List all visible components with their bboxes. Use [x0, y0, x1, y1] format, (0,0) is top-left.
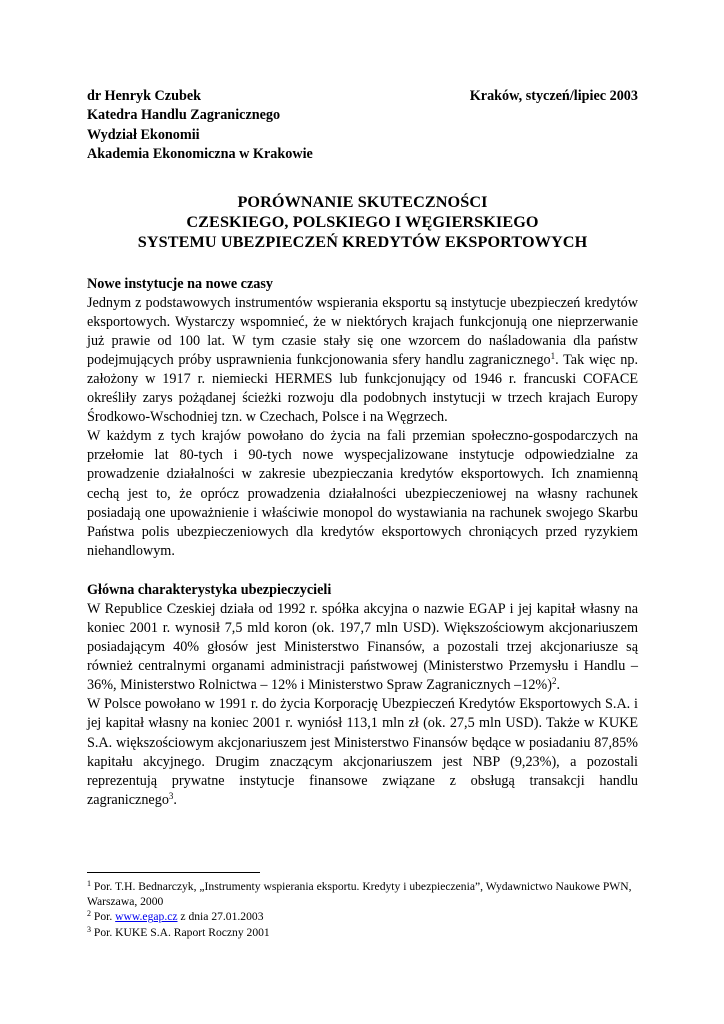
- department: Katedra Handlu Zagranicznego: [87, 107, 281, 124]
- footnote-2: [87, 909, 647, 924]
- footnote-ref-2[interactable]: 2: [551, 676, 557, 687]
- faculty: Wydział Ekonomii: [87, 126, 200, 143]
- paragraph-3-text-b: .: [556, 677, 560, 694]
- author-affiliation: [87, 106, 638, 164]
- footnote-3: [87, 925, 647, 940]
- footnote-2-link[interactable]: www.egap.cz: [115, 910, 178, 924]
- paragraph-1-text-b: . Tak więc np. założony w 1917 r. niemiecki HERMES lub funkcjonujący od 1946 r. francuski COFACE określiły zarys pożądanej ścieżki rozwoju dla podobnych instytucji w trzech krajach Europy Środkowo-Wschodniej tzn. w Czechach, Polsce i na Węgrzech.: [87, 351, 638, 426]
- section-heading-1: Nowe instytucje na nowe czasy: [87, 275, 273, 292]
- footnote-divider: [87, 872, 260, 873]
- paragraph-1-text-a: Jednym z podstawowych instrumentów wspierania eksportu są instytucje ubezpieczeń kredytów eksportowych. Wystarczy wspomnieć, że w niektórych krajach funkcjonują one nieprzerwanie już prawie od 100 lat. W tym czasie stały się one wzorcem do naśladowania dla państw podejmujących próby usprawnienia funkcjonowania sfery handlu zagranicznego: [87, 294, 638, 368]
- title-line-2: CZESKIEGO, POLSKIEGO I WĘGIERSKIEGO: [186, 212, 539, 231]
- paragraph-3-text-a: W Republice Czeskiej działa od 1992 r. spółka akcyjna o nazwie EGAP i jej kapitał własny na koniec 2001 r. wynosił 7,5 mld koron (ok. 197,7 mln USD). Większościowym akcjonariuszem posiadającym 40% głosów jest Ministerstwo Finansów, a pozostali trzej akcjonariusze są również centralnymi organami administracji państwowej (Ministerstwo Przemysłu i Handlu – 36%, Ministerstwo Rolnictwa – 12% i Ministerstwo Spraw Zagranicznych –12%): [87, 600, 638, 694]
- section-heading-2: Główna charakterystyka ubezpieczycieli: [87, 581, 332, 598]
- footnote-2-prefix: Por.: [91, 910, 116, 924]
- footnote-ref-1[interactable]: 1: [550, 350, 556, 361]
- place-date: Kraków, styczeń/lipiec 2003: [469, 88, 638, 104]
- footnote-2-number: 2: [87, 909, 91, 919]
- document-title: [87, 193, 638, 252]
- paragraph-3: [87, 600, 638, 695]
- paragraph-4-text-a: W Polsce powołano w 1991 r. do życia Korporację Ubezpieczeń Kredytów Eksportowych S.A. i jej kapitał własny na koniec 2001 r. wyniósł 113,1 mln zł (ok. 27,5 mln USD). Także w KUKE S.A. większościowym akcjonariuszem jest Ministerstwo Finansów będące w posiadaniu 87,85% kapitału akcyjnego. Drugim znaczącym akcjonariuszem jest NBP (9,23%), a pozostali reprezentują prywatne instytucje finansowe związane z obsługą transakcji handlu zagranicznego: [87, 696, 638, 808]
- footnote-3-text: Por. KUKE S.A. Raport Roczny 2001: [91, 925, 270, 939]
- author-name: dr Henryk Czubek: [87, 88, 202, 104]
- footnote-ref-3[interactable]: 3: [168, 790, 174, 801]
- title-line-3: SYSTEMU UBEZPIECZEŃ KREDYTÓW EKSPORTOWYCH: [137, 232, 588, 251]
- paragraph-2: W każdym z tych krajów powołano do życia na fali przemian społeczno-gospodarczych na przełomie lat 80-tych i 90-tych nowe wyspecjalizowane instytucje odpowiedzialne za prowadzenie działalności w zakresie ubezpieczania kredytów eksportowych. Ich znamienną cechą jest to, że oprócz prowadzenia działalności ubezpieczeniowej na własny rachunek posiadają one upoważnienie i właściwie monopol do wystawiania na rachunek swojego Skarbu Państwa polis ubezpieczeniowych dla kredytów eksportowych chroniących przed ryzykiem niehandlowym.: [87, 428, 638, 559]
- footnote-1-text: Por. T.H. Bednarczyk, „Instrumenty wspierania eksportu. Kredyty i ubezpieczenia”, Wydawnictwo Naukowe PWN, Warszawa, 2000: [87, 880, 632, 909]
- document-page: [87, 87, 638, 810]
- footnote-3-number: 3: [87, 924, 91, 934]
- footnote-1: [87, 879, 647, 909]
- header-row: [87, 87, 638, 106]
- footnote-2-suffix: z dnia 27.01.2003: [177, 910, 264, 924]
- university: Akademia Ekonomiczna w Krakowie: [87, 145, 313, 162]
- footnotes: [87, 879, 647, 940]
- paragraph-4-text-b: .: [173, 791, 177, 808]
- paragraph-1: [87, 294, 638, 428]
- paragraph-4: [87, 695, 638, 810]
- footnote-1-number: 1: [87, 879, 91, 888]
- title-line-1: PORÓWNANIE SKUTECZNOŚCI: [237, 193, 488, 212]
